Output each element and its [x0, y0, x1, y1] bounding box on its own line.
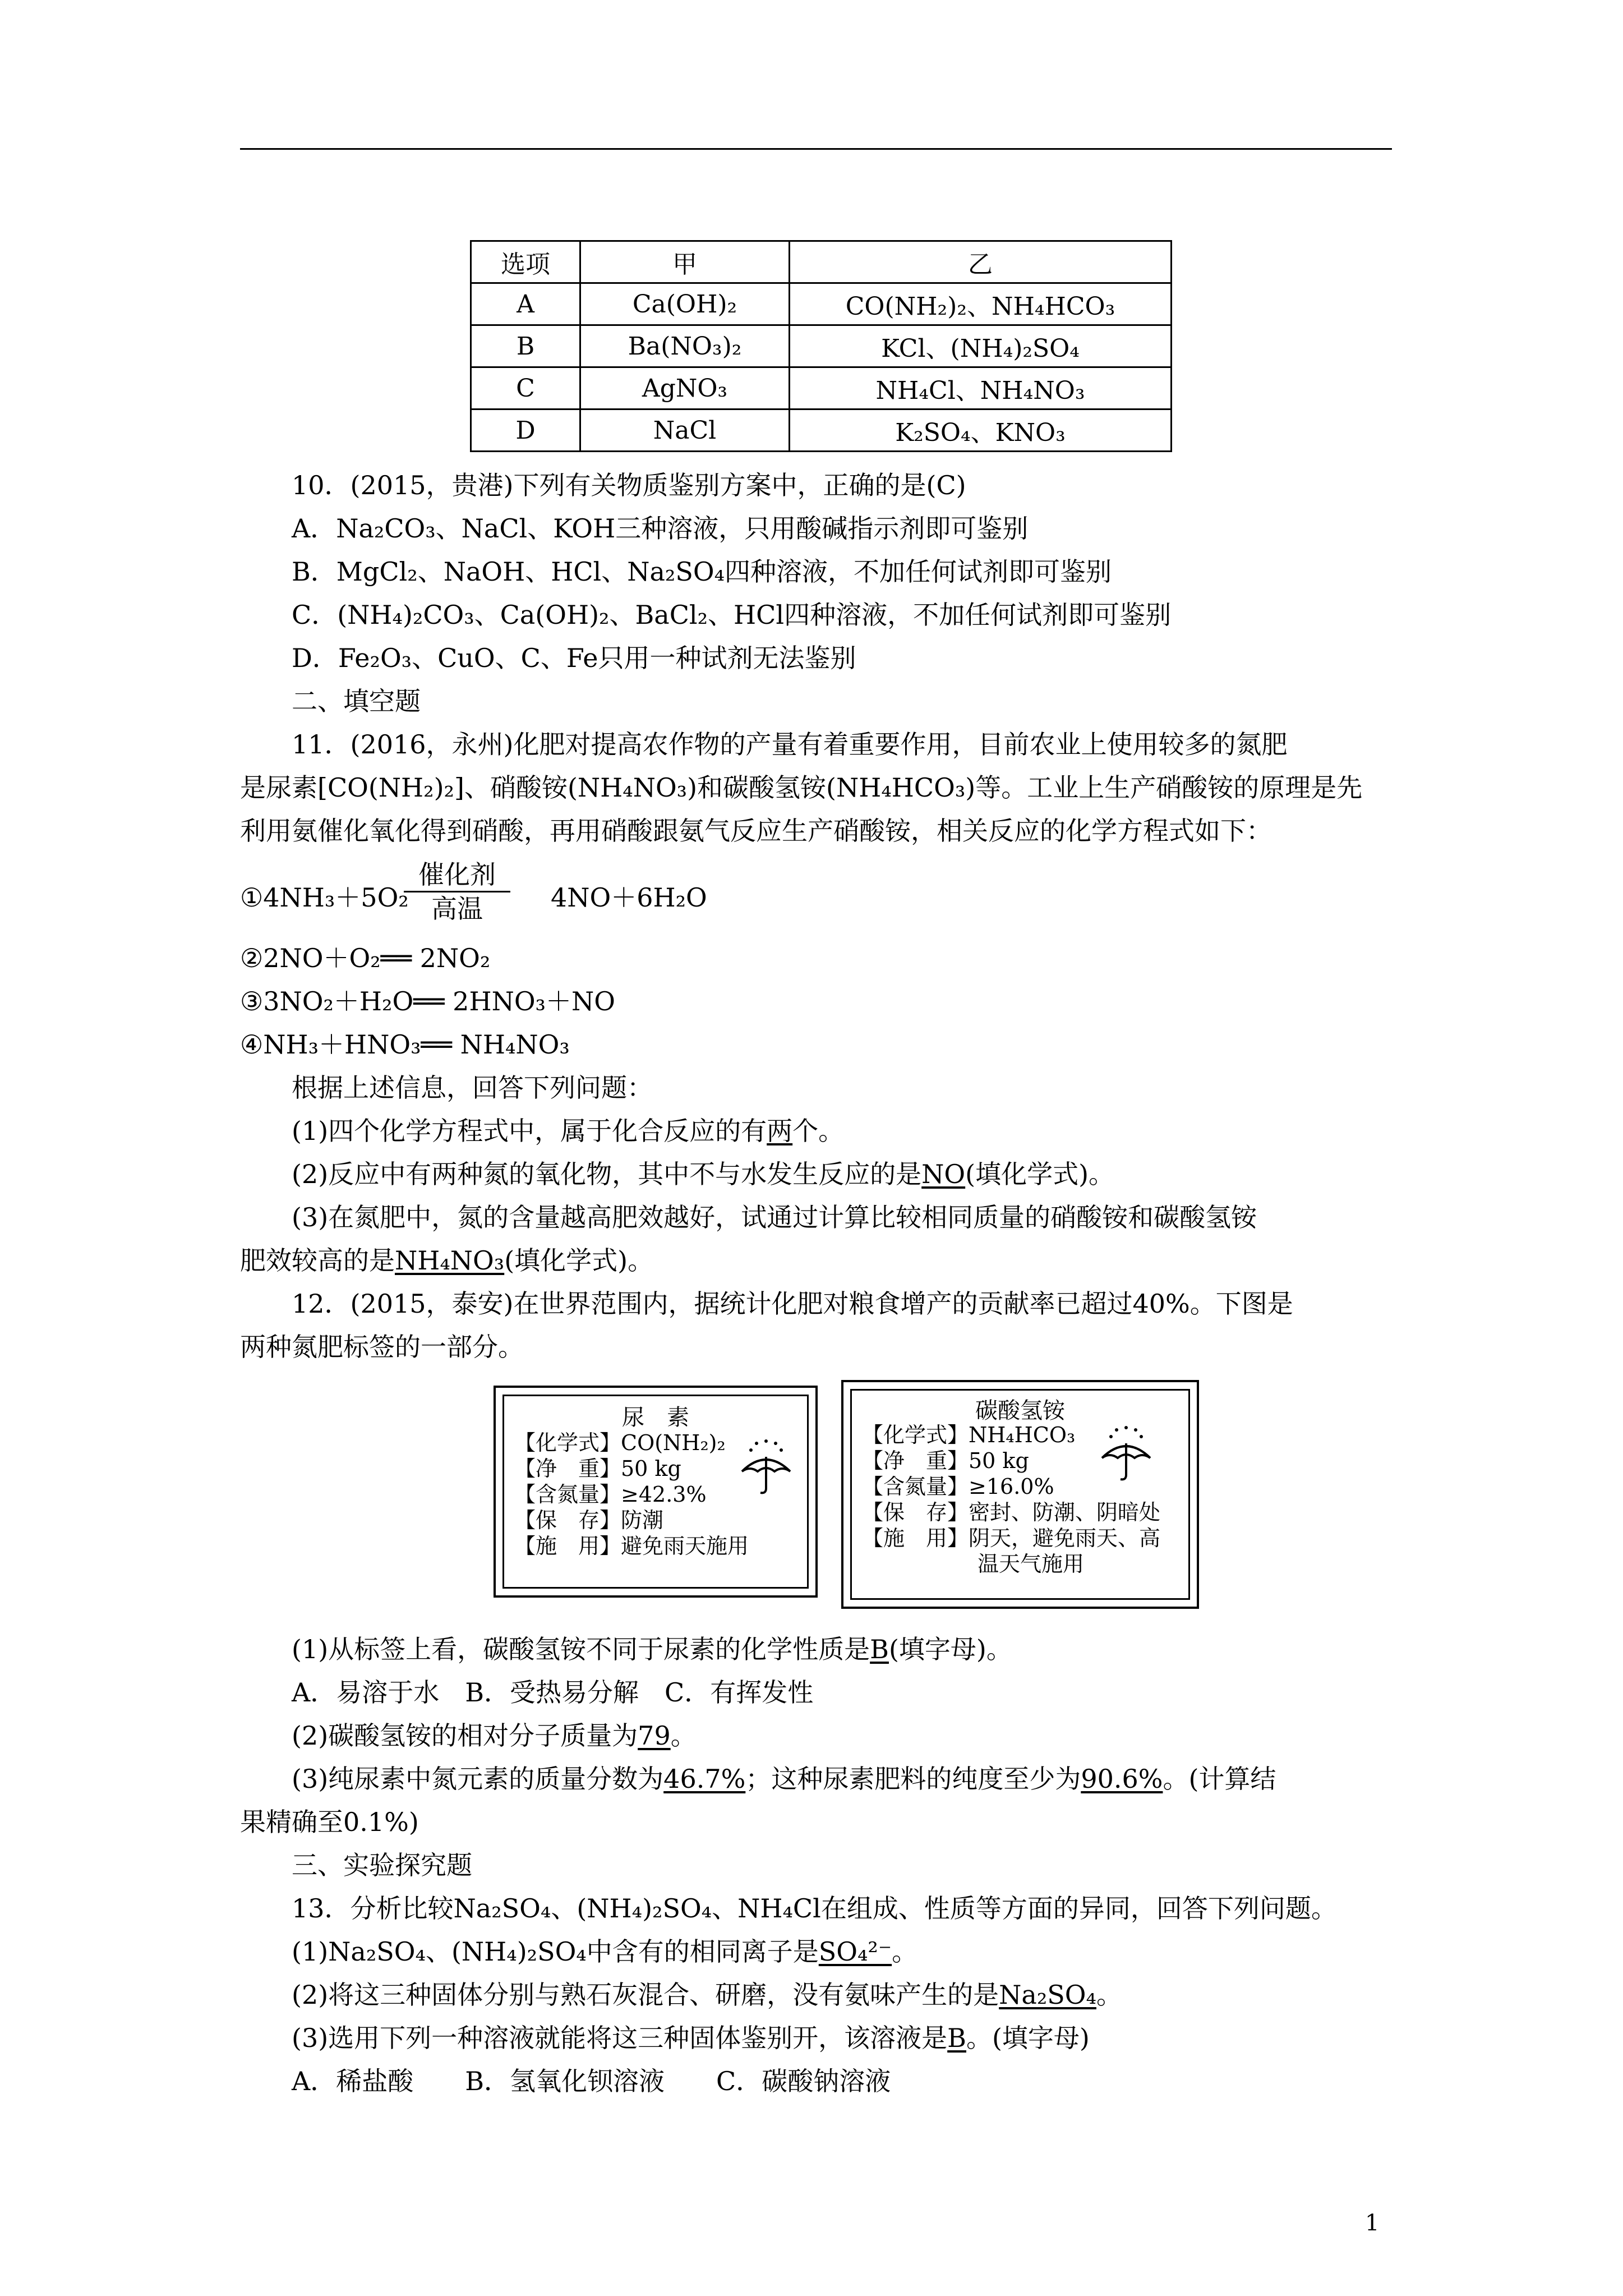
q11-part2 — [292, 1157, 1114, 1191]
table-cell: Ba(NO₃)₂ — [580, 325, 790, 367]
abc-label-usage: 【施 用】阴天，避免雨天、高 — [862, 1526, 1161, 1550]
q12-p3-answer1: 46.7% — [663, 1764, 746, 1794]
q11-eq2: ②2NO＋O₂══ 2NO₂ — [240, 943, 491, 973]
q13-part1 — [292, 1935, 917, 1968]
q13-p2-text-end: 。 — [1096, 1980, 1122, 2010]
section-heading-experiment: 三、实验探究题 — [292, 1850, 472, 1880]
q11-eq4: ④NH₃＋HNO₃══ NH₄NO₃ — [240, 1029, 570, 1060]
section-heading-fill: 二、填空题 — [292, 686, 421, 716]
q12-stem-line2: 两种氮肥标签的一部分。 — [240, 1332, 524, 1362]
urea-label-inner-border — [502, 1395, 809, 1589]
table-cell: NH₄Cl、NH₄NO₃ — [790, 367, 1172, 409]
abc-label-storage: 【保 存】密封、防潮、阴暗处 — [862, 1500, 1161, 1525]
q13-p2-text: (2)将这三种固体分别与熟石灰混合、研磨，没有氨味产生的是 — [292, 1980, 999, 2010]
table-cell: KCl、(NH₄)₂SO₄ — [790, 325, 1172, 367]
abc-label-formula: 【化学式】NH₄HCO₃ — [862, 1423, 1076, 1447]
table-cell: AgNO₃ — [580, 367, 790, 409]
q12-p3-text: (3)纯尿素中氮元素的质量分数为 — [292, 1764, 664, 1794]
abc-label-usage-cont: 温天气施用 — [978, 1552, 1085, 1576]
q11-p3-text: 肥效较高的是 — [240, 1245, 395, 1276]
umbrella-rain-icon — [735, 1437, 797, 1498]
q10-option-b: B．MgCl₂、NaOH、HCl、Na₂SO₄四种溶液，不加任何试剂即可鉴别 — [292, 556, 1112, 587]
q11-stem-line3: 利用氨催化氧化得到硝酸，再用硝酸跟氨气反应生产硝酸铵，相关反应的化学方程式如下： — [240, 816, 1272, 846]
options-table — [470, 240, 1172, 452]
q11-p2-text-end: (填化学式)。 — [965, 1159, 1115, 1189]
q11-eq3: ③3NO₂＋H₂O══ 2HNO₃＋NO — [240, 986, 615, 1016]
q12-part1 — [292, 1632, 1012, 1666]
abc-label-weight: 【净 重】50 kg — [862, 1448, 1029, 1473]
table-header: 选项 — [471, 241, 580, 283]
table-row — [471, 409, 1172, 452]
q11-eq1-left: ①4NH₃＋5O₂ — [240, 882, 409, 913]
q12-part3-line2: 果精确至0.1%) — [240, 1807, 419, 1837]
q12-p3-text-mid: ；这种尿素肥料的纯度至少为 — [745, 1764, 1081, 1794]
q13-p2-answer: Na₂SO₄ — [999, 1980, 1096, 2010]
table-cell: NaCl — [580, 409, 790, 452]
q10-option-c: C．(NH₄)₂CO₃、Ca(OH)₂、BaCl₂、HCl四种溶液，不加任何试剂即可鉴别 — [292, 600, 1172, 630]
q11-p1-text-end: 个。 — [792, 1116, 845, 1146]
q13-p3-text-end: 。(填字母) — [966, 2023, 1090, 2053]
q12-stem-line1: 12．(2015，泰安)在世界范围内，据统计化肥对粮食增产的贡献率已超过40%。下图是 — [292, 1289, 1293, 1319]
urea-label — [494, 1386, 818, 1598]
ammonium-bicarbonate-label-inner-border — [850, 1389, 1190, 1600]
q11-p2-text: (2)反应中有两种氮的氧化物，其中不与水发生反应的是 — [292, 1159, 922, 1189]
table-row — [471, 367, 1172, 409]
q13-p3-answer: B — [947, 2023, 966, 2053]
q13-p1-answer: SO₄²⁻ — [818, 1936, 892, 1967]
q11-eq1-right: 4NO＋6H₂O — [551, 882, 707, 913]
urea-label-formula: 【化学式】CO(NH₂)₂ — [514, 1430, 726, 1455]
q13-options: A．稀盐酸 B．氢氧化钡溶液 C．碳酸钠溶液 — [292, 2066, 891, 2096]
q11-p3-text-end: (填化学式)。 — [504, 1245, 654, 1276]
table-cell: A — [471, 283, 580, 325]
urea-label-usage: 【施 用】避免雨天施用 — [514, 1534, 749, 1558]
q13-stem: 13．分析比较Na₂SO₄、(NH₄)₂SO₄、NH₄Cl在组成、性质等方面的异同，回答下列问题。 — [292, 1893, 1337, 1924]
q13-part3 — [292, 2021, 1090, 2055]
q13-part2 — [292, 1978, 1122, 2012]
q11-eq1-condition — [404, 858, 510, 925]
q12-part2 — [292, 1719, 697, 1752]
q11-stem-line1: 11．(2016，永州)化肥对提高农作物的产量有着重要作用，目前农业上使用较多的氮肥 — [292, 729, 1288, 760]
table-header-row — [471, 241, 1172, 283]
table-header: 甲 — [580, 241, 790, 283]
urea-label-storage: 【保 存】防潮 — [514, 1508, 664, 1533]
table-header: 乙 — [790, 241, 1172, 283]
q11-p1-text: (1)四个化学方程式中，属于化合反应的有 — [292, 1116, 767, 1146]
q12-p1-text: (1)从标签上看，碳酸氢铵不同于尿素的化学性质是 — [292, 1634, 870, 1664]
q11-intro: 根据上述信息，回答下列问题： — [292, 1073, 653, 1103]
q11-p2-answer: NO — [921, 1159, 966, 1189]
ammonium-bicarbonate-label-title: 碳酸氢铵 — [975, 1398, 1065, 1424]
q11-stem-line2: 是尿素[CO(NH₂)₂]、硝酸铵(NH₄NO₃)和碳酸氢铵(NH₄HCO₃)等。工业上生产硝酸铵的原理是先 — [240, 772, 1363, 803]
q11-part1 — [292, 1114, 844, 1148]
eq1-condition-top: 催化剂 — [404, 858, 510, 892]
q12-p1-answer: B — [870, 1634, 889, 1664]
table-cell: K₂SO₄、KNO₃ — [790, 409, 1172, 452]
q13-p1-text: (1)Na₂SO₄、(NH₄)₂SO₄中含有的相同离子是 — [292, 1936, 819, 1967]
umbrella-rain-icon — [1095, 1423, 1157, 1485]
header-rule — [240, 148, 1392, 150]
q12-p2-answer: 79 — [638, 1720, 671, 1751]
q12-p2-text: (2)碳酸氢铵的相对分子质量为 — [292, 1720, 638, 1751]
table-row — [471, 325, 1172, 367]
table-row — [471, 283, 1172, 325]
ammonium-bicarbonate-label — [841, 1380, 1199, 1609]
q13-p3-text: (3)选用下列一种溶液就能将这三种固体鉴别开，该溶液是 — [292, 2023, 948, 2053]
table-cell: C — [471, 367, 580, 409]
q12-p1-text-end: (填字母)。 — [888, 1634, 1012, 1664]
q10-stem: 10．(2015，贵港)下列有关物质鉴别方案中，正确的是(C) — [292, 470, 966, 500]
abc-label-nitrogen: 【含氮量】≥16.0% — [862, 1474, 1054, 1499]
q11-p3-answer: NH₄NO₃ — [395, 1245, 505, 1276]
table-cell: CO(NH₂)₂、NH₄HCO₃ — [790, 283, 1172, 325]
q12-part1-options: A．易溶于水 B．受热易分解 C．有挥发性 — [292, 1677, 814, 1708]
q12-part3 — [292, 1762, 1276, 1796]
q12-p3-answer2: 90.6% — [1081, 1764, 1163, 1794]
table-cell: D — [471, 409, 580, 452]
urea-label-title: 尿 素 — [622, 1405, 689, 1430]
eq1-condition-bottom: 高温 — [431, 894, 483, 924]
q12-p3-text-end: 。(计算结 — [1163, 1764, 1276, 1794]
urea-label-nitrogen: 【含氮量】≥42.3% — [514, 1482, 707, 1507]
q11-part3-line1: (3)在氮肥中，氮的含量越高肥效越好，试通过计算比较相同质量的硝酸铵和碳酸氢铵 — [292, 1202, 1257, 1232]
urea-label-weight: 【净 重】50 kg — [514, 1456, 681, 1481]
table-cell: B — [471, 325, 580, 367]
page-number: 1 — [1365, 2210, 1380, 2236]
table-cell: Ca(OH)₂ — [580, 283, 790, 325]
q11-p1-answer: 两 — [767, 1116, 793, 1146]
q10-option-a: A．Na₂CO₃、NaCl、KOH三种溶液，只用酸碱指示剂即可鉴别 — [292, 513, 1029, 544]
q12-p2-text-end: 。 — [670, 1720, 697, 1751]
q11-part3-line2 — [240, 1244, 653, 1277]
q13-p1-text-end: 。 — [892, 1936, 918, 1967]
q10-option-d: D．Fe₂O₃、CuO、C、Fe只用一种试剂无法鉴别 — [292, 643, 856, 673]
